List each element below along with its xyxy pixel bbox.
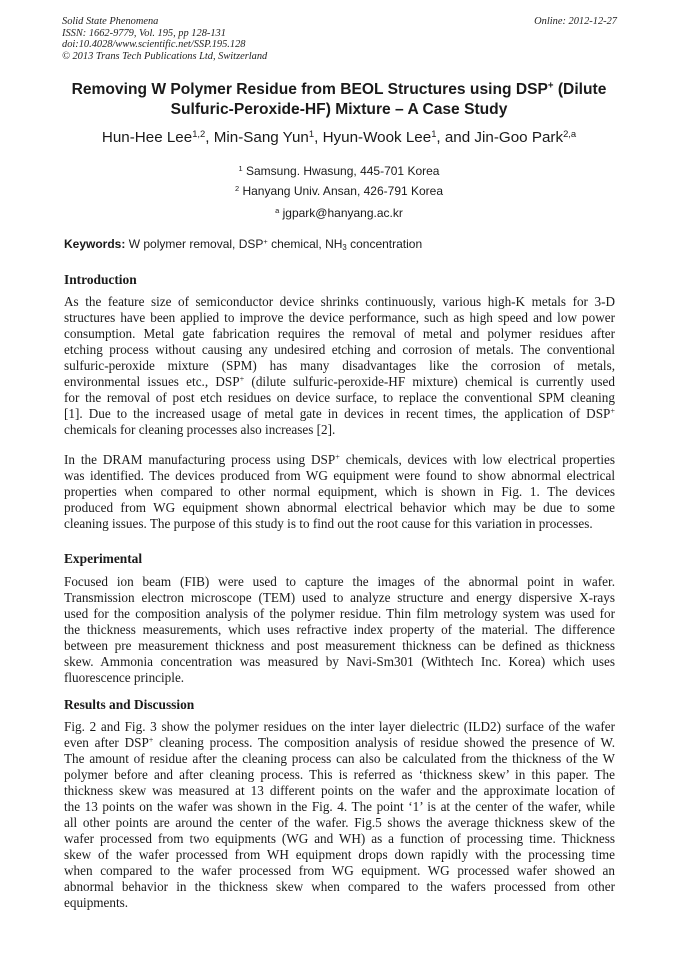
paragraph-results: Fig. 2 and Fig. 3 show the polymer residues on the inter layer dielectric (ILD2) surface of the wafer even after DSP+ cleaning process. The composition analysis of residue showed the presence of W. The amount of residue after the cleaning process can also be calculated from the thickness of the W polymer before and after cleaning process. This is referred as ‘thickness skew’ in this paper. The thickness skew was measured at 13 different points on the wafer and the approximate location of the 13 points on the wafer was shown in the Fig. 4. The point ‘1’ is at the center of the wafer, while all other points are around the center of the wafer. Fig.5 shows the average thickness skew of the wafer processed from two equipments (WG and WH) as a function of processing time. Thickness skew of the wafer processed from WH equipment drops down rapidly with the processing time when compared to the wafer processed from WG equipment. WG processed wafer showed an abnormal behavior in the thickness skew when compared to the wafers processed from other equipments. [64,719,616,910]
email-affiliation[interactable]: $^a$ jgpark@hanyang.ac.kr [275,205,403,220]
journal-name: Solid State Phenomena [62,16,159,27]
affiliation-1: $^1$ Samsung. Hwasung, 445-701 Korea [238,163,440,178]
section-heading-experimental: Experimental [64,551,143,566]
author-name: Jin-Goo Park [474,129,564,146]
author-list: Hun-Hee Lee$^{1,2}$, Min-Sang Yun$^1$, Hyun-Wook Lee$^1$, and Jin-Goo Park$^{2,a}$ [101,127,577,146]
copyright-line: © 2013 Trans Tech Publications Ltd, Switzerland [62,50,268,62]
author-name: Hun-Hee Lee [101,129,193,146]
paragraph-experimental: Focused ion beam (FIB) were used to capture the images of the abnormal point in wafer. Transmission electron microscope (TEM) used to analyze structure and energy dispersive X-rays used for the composition analysis of the polymer residue. Thin film metrology system was used for the thickness measurements, which uses refractive index property of the material. The difference between pre measurement thickness and post measurement thickness can be defined as thickness skew. Ammonia concentration was measured by Navi-Sm301 (Withtech Inc. Korea) which uses fluorescence principle. [64,574,615,685]
doi-line: doi:10.4028/www.scientific.net/SSP.195.128 [62,39,246,51]
paper-title: Removing W Polymer Residue from BEOL Structures using DSP+ (Dilute Sulfuric-Peroxide-HF) Mixture – A Case Study [71,80,607,118]
section-heading-results: Results and Discussion [64,697,195,712]
author-name: Hyun-Wook Lee [322,129,432,146]
section-heading-introduction: Introduction [64,272,137,287]
journal-header [62,16,267,62]
keywords-label: Keywords: [64,237,126,251]
affiliation-2: $^2$ Hanyang Univ. Ansan, 426-791 Korea [234,183,444,198]
affiliations [40,162,638,224]
author-name: Min-Sang Yun [213,129,309,146]
paragraph-introduction-1: As the feature size of semiconductor device shrinks continuously, various high-K metals for 3-D structures have been applied to improve the device performance, such as high speed and low power consumption. Metal gate fabrication requires the removal of metal and polymer residues after etching process without causing any undesired etching and corrosion of metals. The conventional sulfuric-peroxide mixture (SPM) has many disadvantages like the corrosion of metals, environmental issues etc., DSP+ (dilute sulfuric-peroxide-HF mixture) chemical is currently used for the removal of post etch residues on device surface, to replace the conventional SPM cleaning [1]. Due to the increased usage of metal gate in devices in recent times, the application of DSP+ chemicals for cleaning processes also increases [2]. [64,294,615,437]
online-date: Online: 2012-12-27 [534,16,617,27]
keywords-line: Keywords: W polymer removal, DSP+ chemical, $NH_3$ concentration [64,236,423,252]
issn-line: ISSN: 1662-9779, Vol. 195, pp 128-131 [62,27,226,39]
paragraph-introduction-2: In the DRAM manufacturing process using DSP+ chemicals, devices with low electrical properties was identified. The devices produced from WG equipment were found to show abnormal electrical properties when compared to other normal equipment, which is shown in Fig. 1. The devices produced from WG equipment shown abnormal electrical behavior which may be due to some cleaning issues. The purpose of this study is to find out the root cause for this variation in processes. [64,452,615,531]
